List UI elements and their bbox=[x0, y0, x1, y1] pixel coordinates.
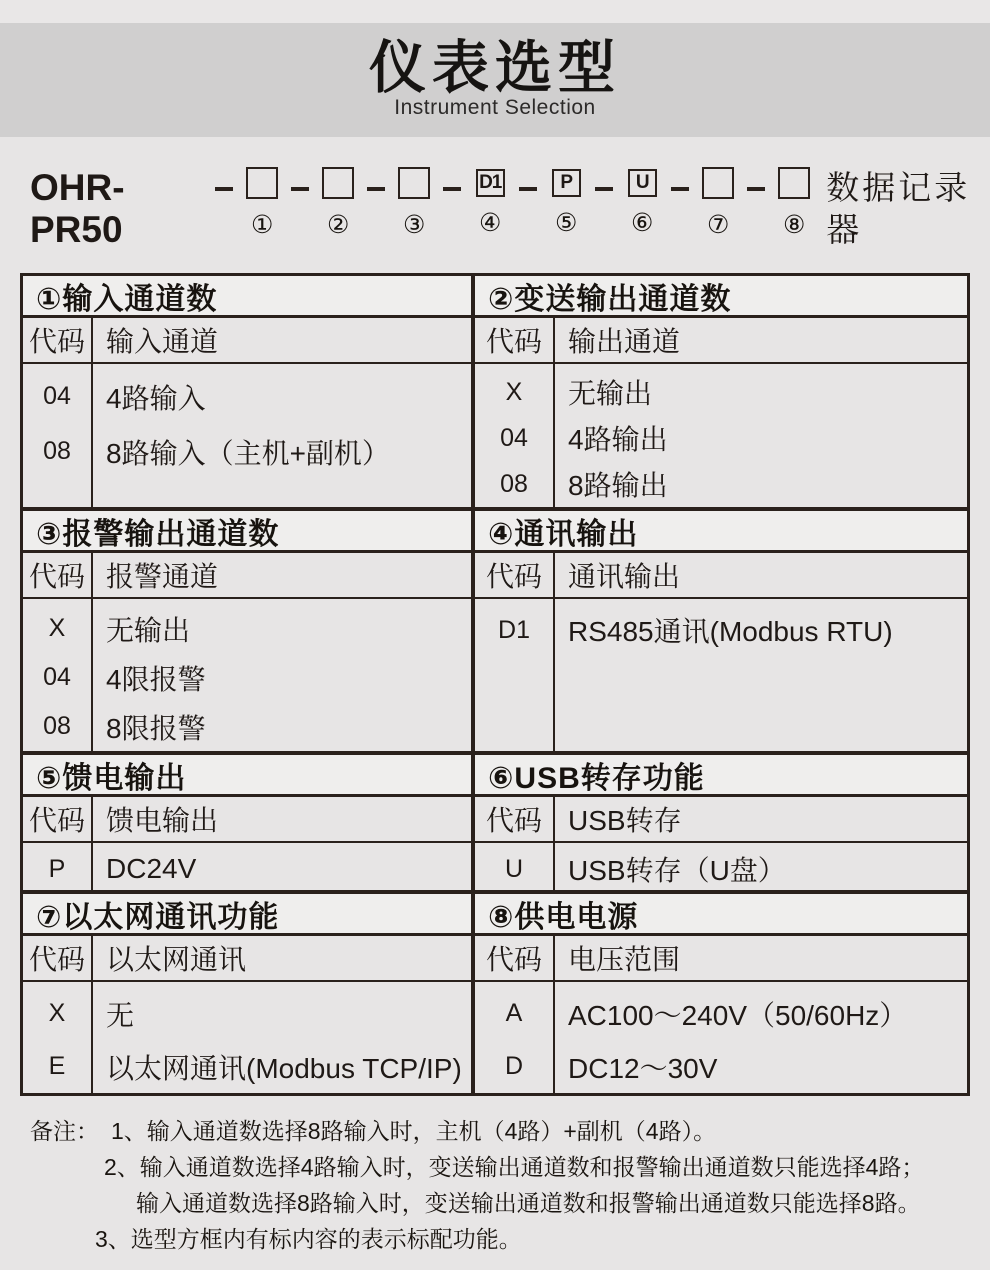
option-box-7 bbox=[702, 167, 734, 199]
circled-number-7: ⑦ bbox=[707, 210, 730, 239]
option-box-1 bbox=[246, 167, 278, 199]
code-cell: 08 bbox=[43, 712, 71, 740]
model-slot-8 bbox=[776, 167, 812, 239]
section-ethernet-communication bbox=[23, 894, 475, 1093]
desc-column bbox=[555, 982, 967, 1093]
desc-cell: DC12～30V bbox=[568, 1052, 718, 1084]
dash-separator bbox=[215, 187, 233, 191]
section-title: ②变送输出通道数 bbox=[475, 276, 967, 318]
section-body bbox=[475, 843, 967, 890]
code-column bbox=[475, 843, 555, 890]
column-header-desc: 报警通道 bbox=[106, 561, 219, 592]
ordering-code-line bbox=[0, 167, 990, 251]
desc-cell: 无输出 bbox=[106, 614, 191, 646]
dash-separator bbox=[291, 187, 309, 191]
note-line-2 bbox=[0, 1149, 990, 1185]
code-cell: 08 bbox=[500, 469, 528, 498]
code-column bbox=[475, 364, 555, 507]
section-usb-transfer bbox=[475, 755, 967, 890]
desc-cell: 4路输入 bbox=[106, 382, 206, 414]
desc-cell: 4限报警 bbox=[106, 663, 206, 695]
code-cell: 08 bbox=[43, 437, 71, 465]
circled-number-8: ⑧ bbox=[783, 210, 806, 239]
column-header-row bbox=[475, 318, 967, 364]
dash-separator bbox=[671, 187, 689, 191]
table-band-1 bbox=[23, 276, 967, 507]
desc-column bbox=[93, 843, 471, 890]
column-header-code: 代码 bbox=[475, 936, 555, 980]
note-line-3 bbox=[0, 1185, 990, 1221]
section-alarm-output-channels bbox=[23, 511, 475, 751]
desc-column bbox=[93, 364, 471, 507]
section-title: ③报警输出通道数 bbox=[23, 511, 471, 553]
column-header-desc: 馈电输出 bbox=[106, 805, 219, 836]
notes bbox=[0, 1113, 990, 1257]
desc-cell: 无输出 bbox=[568, 378, 653, 409]
section-body bbox=[23, 843, 471, 890]
column-header-code: 代码 bbox=[23, 797, 93, 841]
note-text: 3、选型方框内有标内容的表示标配功能。 bbox=[95, 1226, 522, 1252]
code-column bbox=[23, 364, 93, 507]
circled-number-6: ⑥ bbox=[631, 208, 654, 237]
section-body bbox=[23, 364, 471, 507]
dash-separator bbox=[443, 187, 461, 191]
model-slot-5 bbox=[548, 167, 584, 237]
column-header-code: 代码 bbox=[475, 318, 555, 362]
option-box-2 bbox=[322, 167, 354, 199]
desc-cell: 8路输入（主机+副机） bbox=[106, 437, 390, 469]
code-column bbox=[23, 843, 93, 890]
code-cell: U bbox=[504, 854, 524, 883]
code-cell: 04 bbox=[500, 423, 528, 452]
desc-cell: 8限报警 bbox=[106, 712, 206, 744]
section-transmit-output-channels bbox=[475, 276, 967, 507]
desc-column bbox=[93, 599, 471, 751]
selection-table bbox=[20, 273, 970, 1096]
desc-cell: 4路输出 bbox=[568, 424, 668, 455]
option-box-6: U bbox=[628, 169, 657, 197]
section-title: ⑥USB转存功能 bbox=[475, 755, 967, 797]
column-header-desc: 输出通道 bbox=[568, 326, 681, 357]
page-subtitle: Instrument Selection bbox=[394, 96, 596, 119]
column-header-desc: 输入通道 bbox=[106, 326, 219, 357]
column-header-row bbox=[23, 797, 471, 843]
code-cell: P bbox=[48, 854, 66, 883]
note-text: 2、输入通道数选择4路输入时，变送输出通道数和报警输出通道数只能选择4路； bbox=[104, 1154, 925, 1180]
circled-number-1: ① bbox=[251, 210, 274, 239]
top-strip bbox=[0, 0, 990, 23]
note-text: 输入通道数选择8路输入时，变送输出通道数和报警输出通道数只能选择8路。 bbox=[136, 1190, 921, 1216]
desc-column bbox=[555, 364, 967, 507]
model-slot-1 bbox=[244, 167, 280, 239]
desc-cell: USB转存（U盘） bbox=[568, 855, 786, 886]
column-header-desc: 以太网通讯 bbox=[106, 944, 247, 975]
section-input-channels bbox=[23, 276, 475, 507]
dash-separator bbox=[367, 187, 385, 191]
table-band-2 bbox=[23, 507, 967, 751]
desc-column bbox=[555, 599, 967, 751]
column-header-row bbox=[23, 553, 471, 599]
option-box-5: P bbox=[552, 169, 581, 197]
column-header-desc: 通讯输出 bbox=[568, 561, 681, 592]
section-power-supply bbox=[475, 894, 967, 1093]
section-title: ⑤馈电输出 bbox=[23, 755, 471, 797]
code-column bbox=[23, 599, 93, 751]
column-header-code: 代码 bbox=[475, 797, 555, 841]
section-body bbox=[475, 599, 967, 751]
code-cell: E bbox=[48, 1052, 66, 1080]
section-communication-output bbox=[475, 511, 967, 751]
column-header-code: 代码 bbox=[475, 553, 555, 597]
code-column bbox=[475, 982, 555, 1093]
column-header-desc: 电压范围 bbox=[568, 944, 681, 975]
column-header-code: 代码 bbox=[23, 553, 93, 597]
desc-column bbox=[555, 843, 967, 890]
code-column bbox=[23, 982, 93, 1093]
column-header-row bbox=[475, 553, 967, 599]
section-body bbox=[475, 364, 967, 507]
code-cell: 04 bbox=[43, 663, 71, 691]
code-cell: D bbox=[504, 1052, 524, 1080]
desc-cell: RS485通讯(Modbus RTU) bbox=[568, 616, 893, 647]
column-header-code: 代码 bbox=[23, 318, 93, 362]
title-banner bbox=[0, 23, 990, 137]
code-cell: X bbox=[48, 999, 66, 1027]
model-slot-7 bbox=[700, 167, 736, 239]
column-header-row bbox=[475, 797, 967, 843]
page-title: 仪表选型 bbox=[369, 36, 621, 100]
notes-label: 备注： bbox=[30, 1118, 99, 1144]
section-title: ①输入通道数 bbox=[23, 276, 471, 318]
dash-separator bbox=[519, 187, 537, 191]
dash-separator bbox=[595, 187, 613, 191]
option-box-8 bbox=[778, 167, 810, 199]
circled-number-2: ② bbox=[327, 210, 350, 239]
code-column bbox=[475, 599, 555, 751]
circled-number-4: ④ bbox=[479, 208, 502, 237]
option-box-4: D1 bbox=[476, 169, 505, 197]
note-text: 1、输入通道数选择8路输入时，主机（4路）+副机（4路）。 bbox=[111, 1118, 717, 1144]
option-box-3 bbox=[398, 167, 430, 199]
desc-cell: 以太网通讯(Modbus TCP/IP) bbox=[106, 1052, 462, 1084]
section-feed-power-output bbox=[23, 755, 475, 890]
model-slot-3 bbox=[396, 167, 432, 239]
note-line-1 bbox=[0, 1113, 990, 1149]
section-body bbox=[475, 982, 967, 1093]
code-cell: A bbox=[505, 999, 523, 1027]
code-cell: D1 bbox=[498, 615, 530, 644]
column-header-row bbox=[23, 936, 471, 982]
table-band-4 bbox=[23, 890, 967, 1093]
model-prefix: OHR-PR50 bbox=[30, 167, 125, 250]
model-suffix: 数据记录器 bbox=[826, 169, 971, 248]
model-slot-4 bbox=[472, 167, 508, 237]
dash-separator bbox=[747, 187, 765, 191]
column-header-desc: USB转存 bbox=[568, 805, 682, 836]
note-line-4 bbox=[0, 1221, 990, 1257]
column-header-code: 代码 bbox=[23, 936, 93, 980]
desc-cell: 8路输出 bbox=[568, 470, 668, 501]
desc-cell: 无 bbox=[106, 999, 135, 1031]
section-body bbox=[23, 982, 471, 1093]
section-body bbox=[23, 599, 471, 751]
circled-number-5: ⑤ bbox=[555, 208, 578, 237]
code-cell: X bbox=[505, 377, 523, 406]
desc-cell: AC100～240V（50/60Hz） bbox=[568, 999, 908, 1031]
model-slot-2 bbox=[320, 167, 356, 239]
column-header-row bbox=[23, 318, 471, 364]
table-band-3 bbox=[23, 751, 967, 890]
code-cell: 04 bbox=[43, 382, 71, 410]
model-slot-6 bbox=[624, 167, 660, 237]
section-title: ④通讯输出 bbox=[475, 511, 967, 553]
section-title: ⑧供电电源 bbox=[475, 894, 967, 936]
desc-column bbox=[93, 982, 471, 1093]
code-cell: X bbox=[48, 614, 66, 642]
circled-number-3: ③ bbox=[403, 210, 426, 239]
section-title: ⑦以太网通讯功能 bbox=[23, 894, 471, 936]
desc-cell: DC24V bbox=[106, 853, 197, 884]
column-header-row bbox=[475, 936, 967, 982]
